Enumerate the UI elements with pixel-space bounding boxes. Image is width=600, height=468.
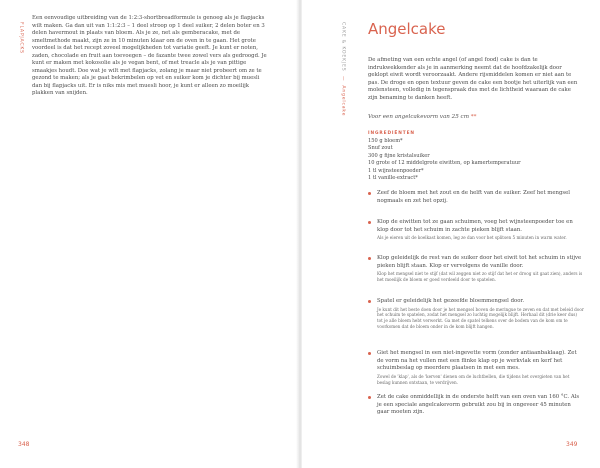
pan-size-marks: ** <box>470 114 477 120</box>
step-bullet <box>368 192 371 195</box>
step-text: Spatel er geleidelijk het gezeefde bloemmengsel door. <box>377 298 525 304</box>
step-4 <box>368 298 584 330</box>
ingredient-item: 10 grote of 12 middelgrote eiwitten, op kamertemperatuur <box>368 160 521 167</box>
left-body-text: Een eenvoudige uitbreiding van de 1:2:3-shortbreadformule is genoeg als je flapjacks wilt maken. Ga dan uit van 1:1:2:3 – 1 deel stroop op 1 deel suiker, 2 delen boter en 3 delen havermout in plaats van bloem. Als je ze, net als gemberacake, met de smeltmethode maakt, zijn ze in 10 minuten klaar om de oven in te gaan. Het grote voordeel is dat het recept zoveel mogelijkheden tot variatie geeft. Je kunt er noten, zaden, chocolade en fruit aan toevoegen – de fazante twee zowel vers als gedroogd. Je kunt er maken met kokosolie als je vegan bent, of met treacle als je van pittige smaakjes houdt. Doe wat je wilt met flapjacks, zolang je maar niet probeert om ze te gezond te maken; als je gaat bekrimbelen op vet en suiker kom je dichter bij muesli dan bij flapjacks uit. Er is niks mis met muesli hoor, je kunt er alleen zo moeilijk plakken van snijden. <box>32 15 267 97</box>
step-1 <box>368 190 584 205</box>
step-3 <box>368 255 584 283</box>
step-bullet <box>368 396 371 399</box>
step-bullet <box>368 300 371 303</box>
step-text: Klop de eiwitten tot ze gaan schuimen, voeg het wijnsteenpoeder toe en klop door tot het schuim in zachte pieken blijft staan. <box>377 219 573 233</box>
ingredients-heading: INGREDIËNTEN <box>368 131 415 136</box>
step-note: Zowel de 'klap', als de 'kerven' dienen om de luchtbellen, die tijdens het overgieten van het beslag kunnen ontstaan, te verdrijven. <box>377 373 570 385</box>
step-6 <box>368 394 584 417</box>
left-running-head: FLAPJACKS <box>18 22 24 54</box>
step-note: Klop het mengsel niet te stijf (dat wil zeggen niet zo stijf dat het er droog uit gaat zien), anders is het moeilijk de bloem er goed verdeeld door te spatelen. <box>377 271 583 282</box>
left-page-number: 348 <box>18 441 30 448</box>
ingredients-list <box>368 138 521 182</box>
recipe-title: Angelcake <box>368 20 446 38</box>
pan-size-text: Voor een angelcakevorm van 25 cm <box>368 114 469 120</box>
step-text: Giet het mengsel in een niet-ingevette vorm (zonder antiaanbaklaag). Zet de vorm na het vullen met een flinke klap op je werkvlak en kerf het schuimbeslag op meerdere plaatsen in met een mes. <box>377 350 577 372</box>
left-page <box>0 0 298 468</box>
right-page-number: 349 <box>566 441 578 448</box>
step-text: Zeef de bloem met het zout en de helft van de suiker. Zeef het mengsel nogmaals en zet het opzij. <box>377 190 570 204</box>
step-bullet <box>368 257 371 260</box>
running-head-recipe: Angelcake <box>340 85 346 117</box>
right-page <box>302 0 600 468</box>
ingredient-item: 150 g bloem* <box>368 138 403 144</box>
pan-size <box>368 114 476 120</box>
step-note: Als je eieren uit de koelkast komen, leg ze dan voor het splitsen 5 minuten in warm water. <box>377 235 567 241</box>
ingredient-item: 1 tl vanille-extract* <box>368 175 418 182</box>
step-text: Klop geleidelijk de rest van de suiker door het eiwit tot het schuim in stijve pieken blijft staan. Klop er vervolgens de vanille door. <box>377 255 582 269</box>
step-text: Zet de cake onmiddellijk in de onderste helft van een oven van 160 °C. Als je een speciale angelcakevorm gebruikt zou bij in ongeveer 45 minuten gaar moeten zijn. <box>377 394 580 416</box>
step-bullet <box>368 352 371 355</box>
ingredient-item: Snuf zout <box>368 145 393 152</box>
ingredient-item: 300 g fijne kristalsuiker <box>368 152 430 159</box>
ingredient-item: 1 tl wijnsteenpoeder* <box>368 167 424 174</box>
running-head-section: CAKE & KOEKJES <box>340 22 346 72</box>
step-bullet <box>368 221 371 224</box>
right-running-head <box>340 22 345 116</box>
recipe-intro: De afmeting van een echte angel (of angel food) cake is dan te indrukwekkender als je in aanmerking neemt dat de hoofdzakelijk door geklopt eiwit wordt veroorzaakt. Andere rijsmiddelen komen er niet aan te pas. De droge en open textuur geven de cake een bootje het uiterlijk van een molensteen, volledig in tegenspraak dus met de lichtheid waaraan de cake zijn benaming te danken heeft. <box>368 57 578 101</box>
step-2 <box>368 219 584 241</box>
step-5 <box>368 350 584 385</box>
running-head-separator: — <box>340 75 346 82</box>
step-note: Je kunt dit het beste doen door je het mengsel boven de meringue te zeven en dat met beleid door het schuim te spatelen, zodat het mengsel zo luchtig mogelijk blijft. Herhaal dit (drie keer dus) tot je alle bloem hebt verwerkt. Ga met de spatel telkens over de bodem van de kom om te voorkomen dat de bloem onder in de kom blijft hangen. <box>377 306 584 330</box>
